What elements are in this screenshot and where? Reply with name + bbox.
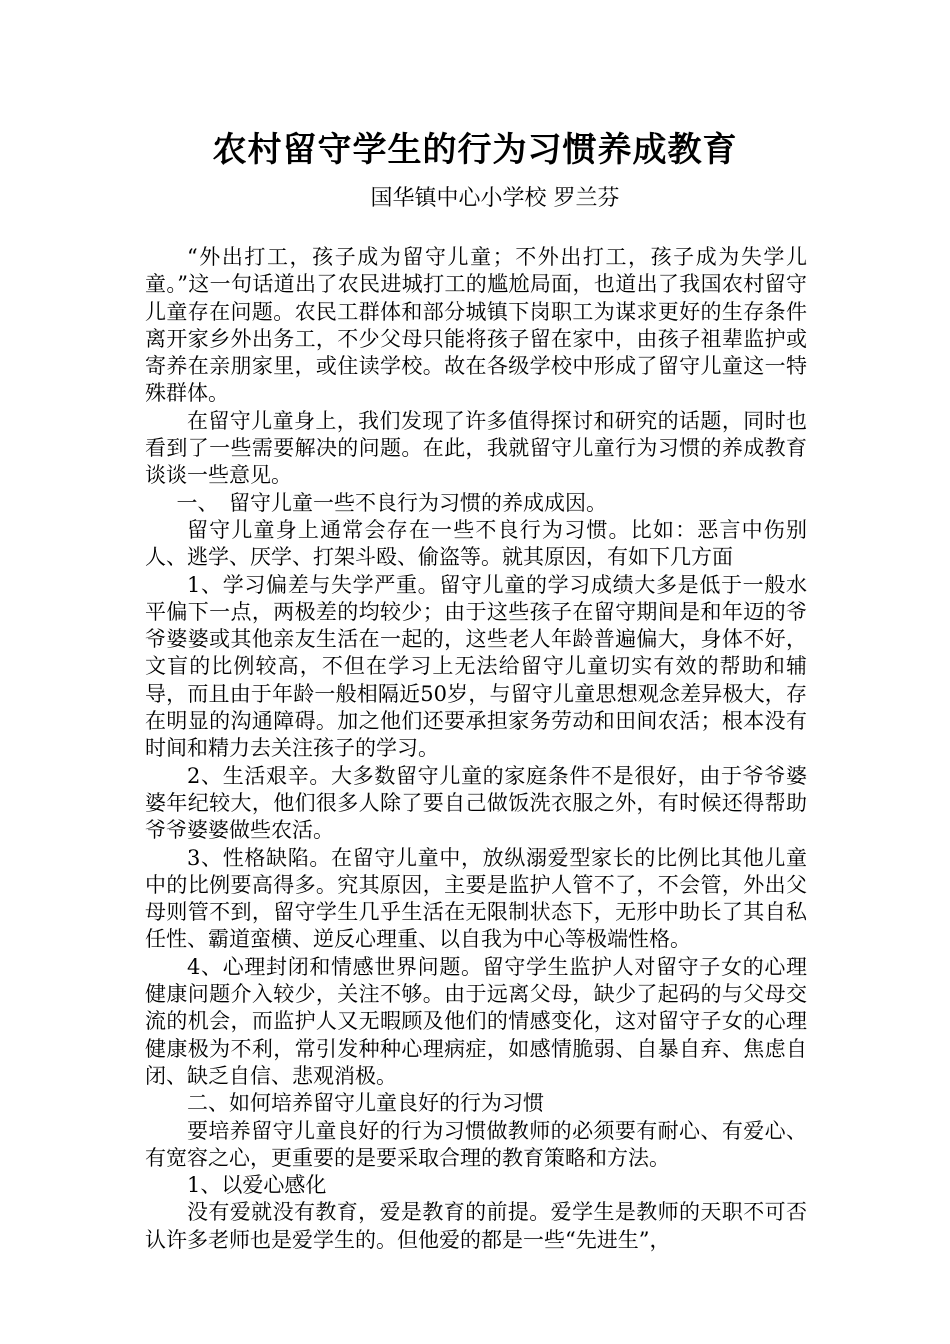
paragraph-intro: “外出打工，孩子成为留守儿童；不外出打工，孩子成为失学儿童。”这一句话道出了农民进城打工的尴尬局面，也道出了我国农村留守儿童存在问题。农民工群体和部分城镇下岗职工为谋求更好的生存条件离开家乡外出务工，不少父母只能将孩子留在家中，由孩子祖辈监护或寄养在亲朋家里，或住读学校。故在各级学校中形成了留守儿童这一特殊群体。 xyxy=(145,245,807,406)
paragraph-reason-2: 2、生活艰辛。大多数留守儿童的家庭条件不是很好，由于爷爷婆婆年纪较大，他们很多人除了要自己做饭洗衣服之外，有时候还得帮助爷爷婆婆做些农活。 xyxy=(145,763,807,843)
subheading-love: 1、以爱心感化 xyxy=(187,1173,327,1198)
paragraph-bad-habits: 留守儿童身上通常会存在一些不良行为习惯。比如：恶言中伤别人、逃学、厌学、打架斗殴、偷盗等。就其原因，有如下几方面 xyxy=(145,517,807,570)
document-title: 农村留守学生的行为习惯养成教育 xyxy=(212,130,738,170)
section-heading-2: 二、如何培养留守儿童良好的行为习惯 xyxy=(187,1091,544,1116)
paragraph-reason-1: 1、学习偏差与失学严重。留守儿童的学习成绩大多是低于一般水平偏下一点，两极差的均较少；由于这些孩子在留守期间是和年迈的爷爷婆婆或其他亲友生活在一起的，这些老人年龄普遍偏大，身体不好，文盲的比例较高，不但在学习上无法给留守儿童切实有效的帮助和辅导，而且由于年龄一般相隔近50岁，与留守儿童思想观念差异极大，存在明显的沟通障碍。加之他们还要承担家务劳动和田间农活；根本没有时间和精力去关注孩子的学习。 xyxy=(145,572,807,761)
paragraph-topic: 在留守儿童身上，我们发现了许多值得探讨和研究的话题，同时也看到了一些需要解决的问题。在此，我就留守儿童行为习惯的养成教育谈谈一些意见。 xyxy=(145,408,807,488)
paragraph-love: 没有爱就没有教育，爱是教育的前提。爱学生是教师的天职不可否认许多老师也是爱学生的。但他爱的都是一些“先进生”， xyxy=(145,1200,807,1252)
section-heading-1: 一、 留守儿童一些不良行为习惯的养成成因。 xyxy=(176,490,607,515)
document-author: 国华镇中心小学校 罗兰芬 xyxy=(370,186,620,211)
paragraph-reason-4: 4、心理封闭和情感世界问题。留守学生监护人对留守子女的心理健康问题介入较少，关注不够。由于远离父母，缺少了起码的与父母交流的机会，而监护人又无暇顾及他们的情感变化，这对留守子女的心理健康极为不利，常引发种种心理病症，如感情脆弱、自暴自弃、焦虑自闭、缺乏自信、悲观消极。 xyxy=(145,954,807,1088)
paragraph-strategy: 要培养留守儿童良好的行为习惯做教师的必须要有耐心、有爱心、有宽容之心，更重要的是要采取合理的教育策略和方法。 xyxy=(145,1118,807,1170)
paragraph-reason-3: 3、性格缺陷。在留守儿童中，放纵溺爱型家长的比例比其他儿童中的比例要高得多。究其原因，主要是监护人管不了，不会管，外出父母则管不到，留守学生几乎生活在无限制状态下，无形中助长了其自私任性、霸道蛮横、逆反心理重、以自我为中心等极端性格。 xyxy=(145,845,807,952)
document-body xyxy=(145,244,807,1254)
